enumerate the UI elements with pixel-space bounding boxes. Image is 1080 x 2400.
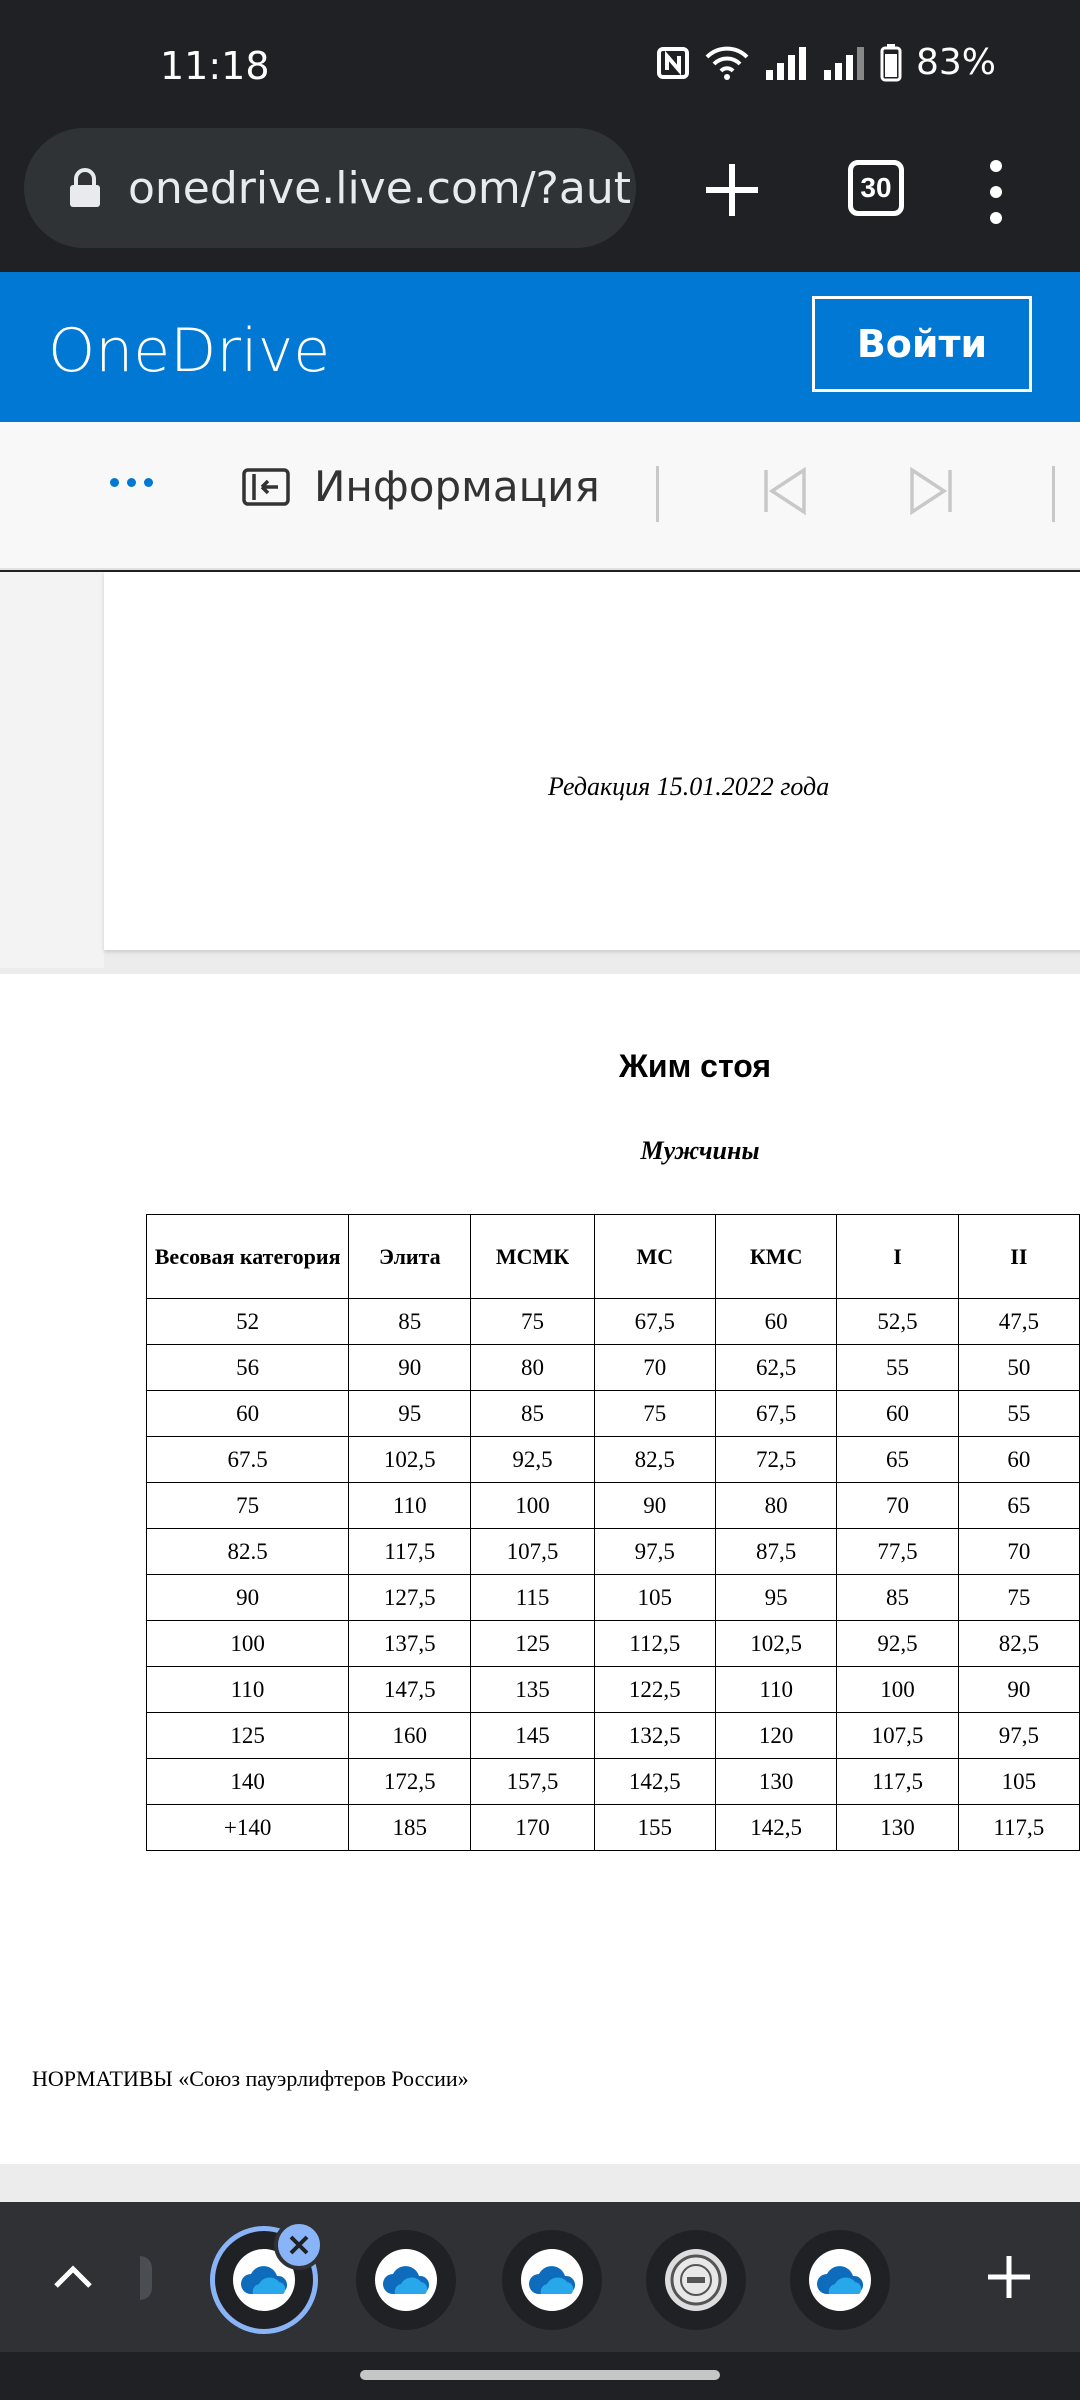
- standard-cell: 55: [958, 1391, 1079, 1437]
- onedrive-cloud-icon: [381, 2264, 431, 2296]
- standard-cell: 82,5: [594, 1437, 715, 1483]
- nfc-icon: [656, 46, 690, 80]
- onedrive-cloud-icon: [815, 2264, 865, 2296]
- header-rank-1: I: [837, 1215, 958, 1299]
- standard-cell: 110: [349, 1483, 471, 1529]
- standard-cell: 65: [958, 1483, 1079, 1529]
- url-text: onedrive.live.com/?aut: [128, 162, 632, 214]
- standard-cell: 145: [471, 1713, 594, 1759]
- standard-cell: 120: [715, 1713, 836, 1759]
- standard-cell: 107,5: [471, 1529, 594, 1575]
- standard-cell: 132,5: [594, 1713, 715, 1759]
- doc-subtitle: Мужчины: [640, 1136, 760, 1165]
- standard-cell: 147,5: [349, 1667, 471, 1713]
- weight-class-cell: 90: [147, 1575, 349, 1621]
- more-options-button[interactable]: [110, 478, 153, 487]
- gesture-handle[interactable]: [360, 2370, 720, 2380]
- table-row: [147, 1299, 1080, 1345]
- first-page-icon[interactable]: [762, 466, 808, 516]
- standard-cell: 75: [958, 1575, 1079, 1621]
- sign-in-button[interactable]: Войти: [812, 296, 1032, 392]
- page-separator: [0, 2164, 1080, 2202]
- chevron-up-icon[interactable]: [48, 2252, 98, 2302]
- weight-class-cell: 125: [147, 1713, 349, 1759]
- standard-cell: 97,5: [958, 1713, 1079, 1759]
- table-body: [147, 1299, 1080, 1851]
- table-row: [147, 1713, 1080, 1759]
- add-tab-icon[interactable]: [984, 2252, 1034, 2302]
- tab-thumb[interactable]: [790, 2230, 890, 2330]
- tab-thumb[interactable]: [356, 2230, 456, 2330]
- table-row: [147, 1437, 1080, 1483]
- standard-cell: 100: [471, 1483, 594, 1529]
- standard-cell: 110: [715, 1667, 836, 1713]
- standard-cell: 95: [349, 1391, 471, 1437]
- battery-icon: [880, 44, 902, 82]
- standard-cell: 60: [837, 1391, 958, 1437]
- standard-cell: 90: [349, 1345, 471, 1391]
- lock-icon: [68, 167, 102, 209]
- tab-switcher-button[interactable]: 30: [848, 160, 904, 216]
- standard-cell: 115: [471, 1575, 594, 1621]
- standard-cell: 90: [594, 1483, 715, 1529]
- standard-cell: 102,5: [715, 1621, 836, 1667]
- standard-cell: 60: [958, 1437, 1079, 1483]
- standard-cell: 72,5: [715, 1437, 836, 1483]
- signal-icon: [764, 46, 808, 80]
- document-toolbar: [0, 422, 1080, 570]
- table-row: [147, 1391, 1080, 1437]
- system-nav-bar: [0, 2352, 1080, 2400]
- close-icon: [287, 2233, 311, 2257]
- standard-cell: 185: [349, 1805, 471, 1851]
- header-ms: МС: [594, 1215, 715, 1299]
- overflow-menu-button[interactable]: [980, 160, 1012, 224]
- standards-table: [146, 1214, 1080, 1851]
- onedrive-cloud-icon: [527, 2264, 577, 2296]
- close-tab-button[interactable]: [274, 2220, 324, 2270]
- standard-cell: 105: [594, 1575, 715, 1621]
- standard-cell: 75: [471, 1299, 594, 1345]
- tab-thumb[interactable]: [646, 2230, 746, 2330]
- table-row: [147, 1621, 1080, 1667]
- document-page-2: [0, 974, 1080, 2164]
- standard-cell: 100: [837, 1667, 958, 1713]
- standard-cell: 157,5: [471, 1759, 594, 1805]
- revision-note: Редакция 15.01.2022 года: [548, 772, 830, 801]
- standard-cell: 117,5: [958, 1805, 1079, 1851]
- standard-cell: 105: [958, 1759, 1079, 1805]
- info-panel-icon: [242, 468, 290, 506]
- standard-cell: 112,5: [594, 1621, 715, 1667]
- standard-cell: 155: [594, 1805, 715, 1851]
- standard-cell: 92,5: [471, 1437, 594, 1483]
- header-msmk: МСМК: [471, 1215, 594, 1299]
- document-viewer[interactable]: [0, 572, 1080, 2202]
- header-kms: КМС: [715, 1215, 836, 1299]
- standard-cell: 70: [958, 1529, 1079, 1575]
- browser-toolbar: [0, 120, 1080, 270]
- standard-cell: 172,5: [349, 1759, 471, 1805]
- standard-cell: 137,5: [349, 1621, 471, 1667]
- weight-class-cell: 140: [147, 1759, 349, 1805]
- table-row: [147, 1667, 1080, 1713]
- weight-class-cell: 60: [147, 1391, 349, 1437]
- standard-cell: 142,5: [715, 1805, 836, 1851]
- standard-cell: 70: [837, 1483, 958, 1529]
- weight-class-cell: +140: [147, 1805, 349, 1851]
- battery-percent: 83%: [915, 42, 996, 83]
- status-bar: [0, 0, 1080, 120]
- header-elite: Элита: [349, 1215, 471, 1299]
- address-bar[interactable]: [24, 128, 636, 248]
- last-page-icon[interactable]: [908, 466, 954, 516]
- standard-cell: 80: [471, 1345, 594, 1391]
- new-tab-button[interactable]: [700, 158, 764, 222]
- standard-cell: 122,5: [594, 1667, 715, 1713]
- table-row: [147, 1759, 1080, 1805]
- standard-cell: 70: [594, 1345, 715, 1391]
- standard-cell: 117,5: [349, 1529, 471, 1575]
- standard-cell: 125: [471, 1621, 594, 1667]
- standard-cell: 50: [958, 1345, 1079, 1391]
- table-header-row: [147, 1215, 1080, 1299]
- weight-class-cell: 75: [147, 1483, 349, 1529]
- standard-cell: 135: [471, 1667, 594, 1713]
- standard-cell: 82,5: [958, 1621, 1079, 1667]
- standard-cell: 67,5: [715, 1391, 836, 1437]
- standard-cell: 90: [958, 1667, 1079, 1713]
- document-page-1: [104, 572, 1080, 950]
- tab-thumb[interactable]: [502, 2230, 602, 2330]
- page-footer: НОРМАТИВЫ «Союз пауэрлифтеров России»: [32, 2066, 469, 2091]
- standard-cell: 62,5: [715, 1345, 836, 1391]
- standard-cell: 170: [471, 1805, 594, 1851]
- info-button[interactable]: [242, 462, 600, 511]
- table-row: [147, 1483, 1080, 1529]
- standard-cell: 87,5: [715, 1529, 836, 1575]
- header-weight-class: Весовая категория: [147, 1215, 349, 1299]
- standard-cell: 142,5: [594, 1759, 715, 1805]
- standard-cell: 97,5: [594, 1529, 715, 1575]
- onedrive-cloud-icon: [239, 2264, 289, 2296]
- standard-cell: 160: [349, 1713, 471, 1759]
- standard-cell: 80: [715, 1483, 836, 1529]
- standard-cell: 92,5: [837, 1621, 958, 1667]
- standard-cell: 55: [837, 1345, 958, 1391]
- status-time: 11:18: [160, 44, 270, 88]
- standard-cell: 65: [837, 1437, 958, 1483]
- weight-class-cell: 52: [147, 1299, 349, 1345]
- standard-cell: 67,5: [594, 1299, 715, 1345]
- partial-tab-thumb[interactable]: [140, 2256, 152, 2300]
- standard-cell: 52,5: [837, 1299, 958, 1345]
- wifi-icon: [704, 45, 750, 81]
- standard-cell: 130: [837, 1805, 958, 1851]
- standard-cell: 60: [715, 1299, 836, 1345]
- weight-class-cell: 67.5: [147, 1437, 349, 1483]
- weight-class-cell: 100: [147, 1621, 349, 1667]
- standard-cell: 85: [349, 1299, 471, 1345]
- table-row: [147, 1575, 1080, 1621]
- toolbar-divider: [656, 466, 659, 522]
- standard-cell: 75: [594, 1391, 715, 1437]
- weight-class-cell: 82.5: [147, 1529, 349, 1575]
- standard-cell: 77,5: [837, 1529, 958, 1575]
- weight-class-cell: 110: [147, 1667, 349, 1713]
- standard-cell: 47,5: [958, 1299, 1079, 1345]
- tab-strip: [0, 2202, 1080, 2352]
- standard-cell: 85: [837, 1575, 958, 1621]
- doc-title: Жим стоя: [619, 1048, 771, 1084]
- standard-cell: 85: [471, 1391, 594, 1437]
- table-row: [147, 1805, 1080, 1851]
- info-label: Информация: [314, 462, 600, 511]
- app-title: OneDrive: [48, 316, 331, 386]
- standard-cell: 95: [715, 1575, 836, 1621]
- signal-icon-2: [822, 46, 866, 80]
- standard-cell: 107,5: [837, 1713, 958, 1759]
- toolbar-divider-2: [1052, 466, 1055, 522]
- weight-class-cell: 56: [147, 1345, 349, 1391]
- table-row: [147, 1345, 1080, 1391]
- table-row: [147, 1529, 1080, 1575]
- standard-cell: 117,5: [837, 1759, 958, 1805]
- onedrive-header: [0, 272, 1080, 422]
- standard-cell: 130: [715, 1759, 836, 1805]
- standard-cell: 102,5: [349, 1437, 471, 1483]
- status-icons: [656, 42, 996, 83]
- powerlifting-union-seal-icon: [669, 2253, 723, 2307]
- standard-cell: 127,5: [349, 1575, 471, 1621]
- viewer-gutter: [0, 572, 104, 968]
- header-rank-2: II: [958, 1215, 1079, 1299]
